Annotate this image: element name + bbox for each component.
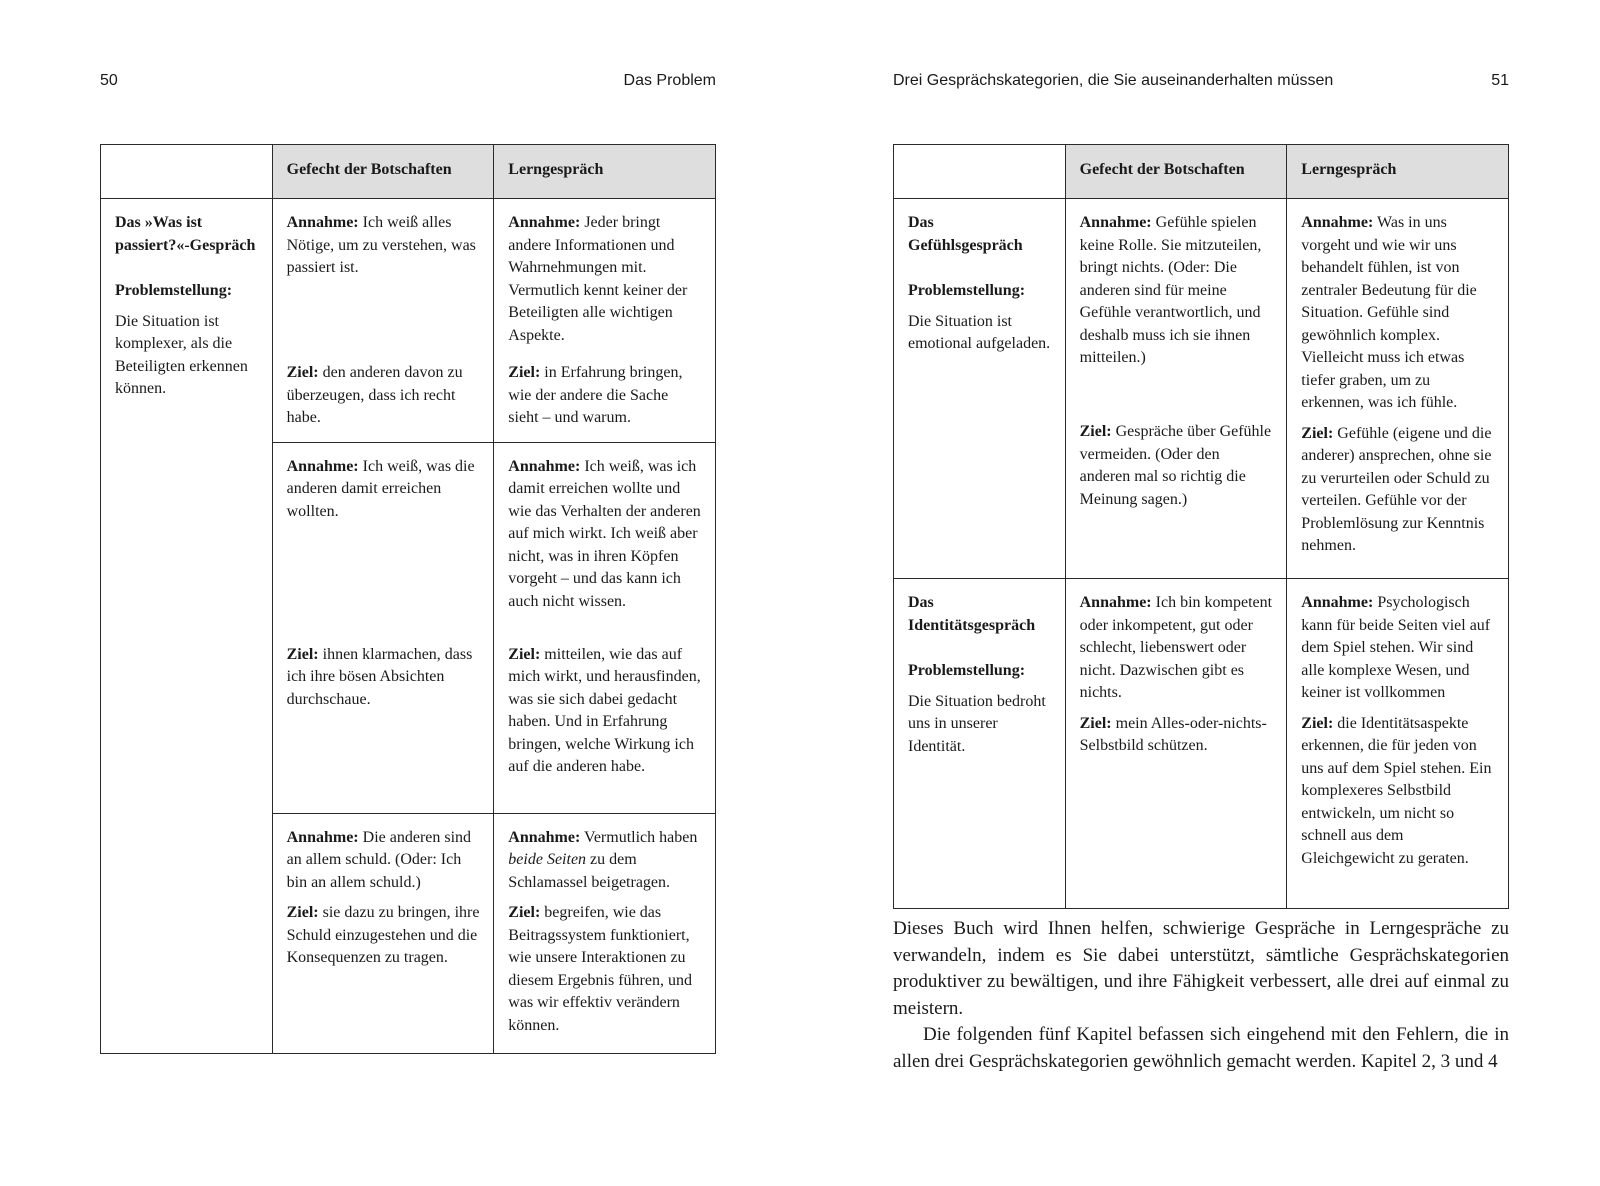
annahme-text: Annahme: Jeder bringt andere Informationen und Wahrnehmungen mit. Vermutlich kennt keiner der Beteiligten alle wichtigen Aspekte.	[508, 214, 688, 344]
running-title: Drei Gesprächskategorien, die Sie auseinanderhalten müssen	[893, 72, 1334, 89]
ziel-text: Ziel: Gespräche über Gefühle vermeiden. (Oder den anderen mal so richtig die Meinung sagen.)	[1079, 423, 1272, 508]
table-header-row	[894, 145, 1509, 199]
ziel-text: Ziel: die Identitätsaspekte erkennen, die für jeden von uns auf dem Spiel stehen. Ein komplexeres Selbstbild entwickeln, um nicht so schnell aus dem Gleichgewicht zu geraten.	[1301, 714, 1492, 867]
annahme-text: Annahme: Psychologisch kann für beide Seiten viel auf dem Spiel stehen. Wir sind alle komplexe Wesen, und keiner ist vollkommen	[1301, 594, 1491, 701]
ziel-text: Ziel: sie dazu zu bringen, ihre Schuld einzugestehen und die Konsequenzen zu tragen.	[286, 904, 480, 966]
problem-label: Problemstellung:	[908, 282, 1026, 299]
row-header-title: Das Gefühlsgespräch	[908, 214, 1023, 254]
running-title: Das Problem	[623, 72, 716, 89]
table-cell-gefecht	[1065, 579, 1287, 909]
page-number: 51	[1491, 72, 1509, 89]
problem-label: Problemstellung:	[115, 282, 233, 299]
right-page	[893, 0, 1509, 1186]
table-cell-gefecht	[272, 442, 494, 813]
table-cell-lern	[494, 813, 716, 1053]
ziel-text: Ziel: in Erfahrung bringen, wie der andere die Sache sieht – und warum.	[508, 364, 683, 426]
table-row	[894, 199, 1509, 579]
table-header-blank	[101, 145, 273, 199]
table-cell-lern	[1287, 579, 1509, 909]
ziel-text: Ziel: ihnen klarmachen, dass ich ihre bösen Absichten durchschaue.	[286, 645, 473, 708]
body-paragraph: Die folgenden fünf Kapitel befassen sich eingehend mit den Fehlern, die in allen drei Gesprächskategorien gewöhnlich gemacht werden. Kapitel 2, 3 und 4	[893, 1024, 1509, 1072]
page-number: 50	[100, 72, 118, 89]
table-row	[894, 579, 1509, 909]
problem-text: Die Situation ist emotional aufgeladen.	[908, 312, 1051, 352]
table-cell-lern	[1287, 199, 1509, 579]
annahme-text: Annahme: Was in uns vorgeht und wie wir uns behandelt fühlen, ist von zentraler Bedeutung für die Situation. Gefühle sind gewöhnlich komplex. Vielleicht muss ich etwas tiefer graben, um zu erkennen, was ich fühle.	[1301, 214, 1477, 411]
table-cell-gefecht	[272, 813, 494, 1053]
table-cell-gefecht	[272, 199, 494, 443]
table-header-row	[101, 145, 716, 199]
annahme-text: Annahme: Vermutlich haben beide Seiten zu dem Schlamassel beigetragen.	[508, 828, 698, 891]
annahme-text: Annahme: Ich weiß, was die anderen damit erreichen wollten.	[286, 457, 475, 520]
row-header-title: Das Identitätsgespräch	[908, 594, 1036, 634]
ziel-text: Ziel: den anderen davon zu überzeugen, dass ich recht habe.	[286, 364, 463, 426]
annahme-text: Annahme: Ich weiß, was ich damit erreichen wollte und wie das Verhalten der anderen auf mich wirkt. Ich weiß aber nicht, was in ihren Köpfen vorgeht – und das kann ich auch nicht wissen.	[508, 457, 701, 610]
problem-text: Die Situation bedroht uns in unserer Identität.	[908, 692, 1046, 755]
emphasis-text: beide Seiten	[508, 851, 587, 868]
comparison-table	[893, 144, 1509, 909]
table-cell-lern	[494, 442, 716, 813]
table-header-lerngespraech: Lerngespräch	[494, 145, 716, 199]
ziel-text: Ziel: mein Alles-oder-nichts-Selbstbild schützen.	[1079, 714, 1267, 754]
table-header-gefecht: Gefecht der Botschaften	[272, 145, 494, 199]
row-header-title: Das »Was ist passiert?«-Gespräch	[115, 214, 256, 254]
annahme-text: Annahme: Gefühle spielen keine Rolle. Sie mitzuteilen, bringt nichts. (Oder: Die anderen sind für meine Gefühle verantwortlich, und deshalb muss ich sie ihnen mitteilen.)	[1079, 214, 1262, 366]
annahme-text: Annahme: Die anderen sind an allem schuld. (Oder: Ich bin an allem schuld.)	[286, 828, 472, 891]
annahme-text: Annahme: Ich weiß alles Nötige, um zu verstehen, was passiert ist.	[286, 214, 476, 276]
ziel-text: Ziel: Gefühle (eigene und die anderer) ansprechen, ohne sie zu verurteilen oder Schuld zu verteilen. Gefühle vor der Problemlösung zur Kenntnis nehmen.	[1301, 424, 1492, 554]
table-header-lerngespraech: Lerngespräch	[1287, 145, 1509, 199]
problem-label: Problemstellung:	[908, 662, 1026, 679]
problem-text: Die Situation ist komplexer, als die Beteiligten erkennen können.	[115, 312, 248, 397]
ziel-text: Ziel: begreifen, wie das Beitragssystem funktioniert, wie unsere Interaktionen zu diesem Ergebnis führen, und was wir effektiv verändern können.	[508, 904, 692, 1034]
left-page	[100, 0, 716, 1186]
table-cell-gefecht	[1065, 199, 1287, 579]
comparison-table	[100, 144, 716, 1054]
row-header-cell	[101, 199, 273, 1054]
ziel-text: Ziel: mitteilen, wie das auf mich wirkt, und herausfinden, was sie sich dabei gedacht haben. Und in Erfahrung bringen, welche Wirkung ich auf die anderen habe.	[508, 645, 701, 775]
body-paragraph: Dieses Buch wird Ihnen helfen, schwierige Gespräche in Lerngespräche zu verwandeln, indem es Sie dabei unterstützt, sämtliche Gesprächskategorien produktiver zu bewältigen, und ihre Fähigkeit verbessert, alle drei auf einmal zu meistern.	[893, 918, 1509, 1019]
body-text	[893, 916, 1509, 1075]
row-header-cell	[894, 579, 1066, 909]
table-header-gefecht: Gefecht der Botschaften	[1065, 145, 1287, 199]
row-header-cell	[894, 199, 1066, 579]
table-cell-lern	[494, 199, 716, 443]
annahme-text: Annahme: Ich bin kompetent oder inkompetent, gut oder schlecht, liebenswert oder nicht. Dazwischen gibt es nichts.	[1079, 594, 1273, 701]
table-header-blank	[894, 145, 1066, 199]
table-row	[101, 199, 716, 443]
